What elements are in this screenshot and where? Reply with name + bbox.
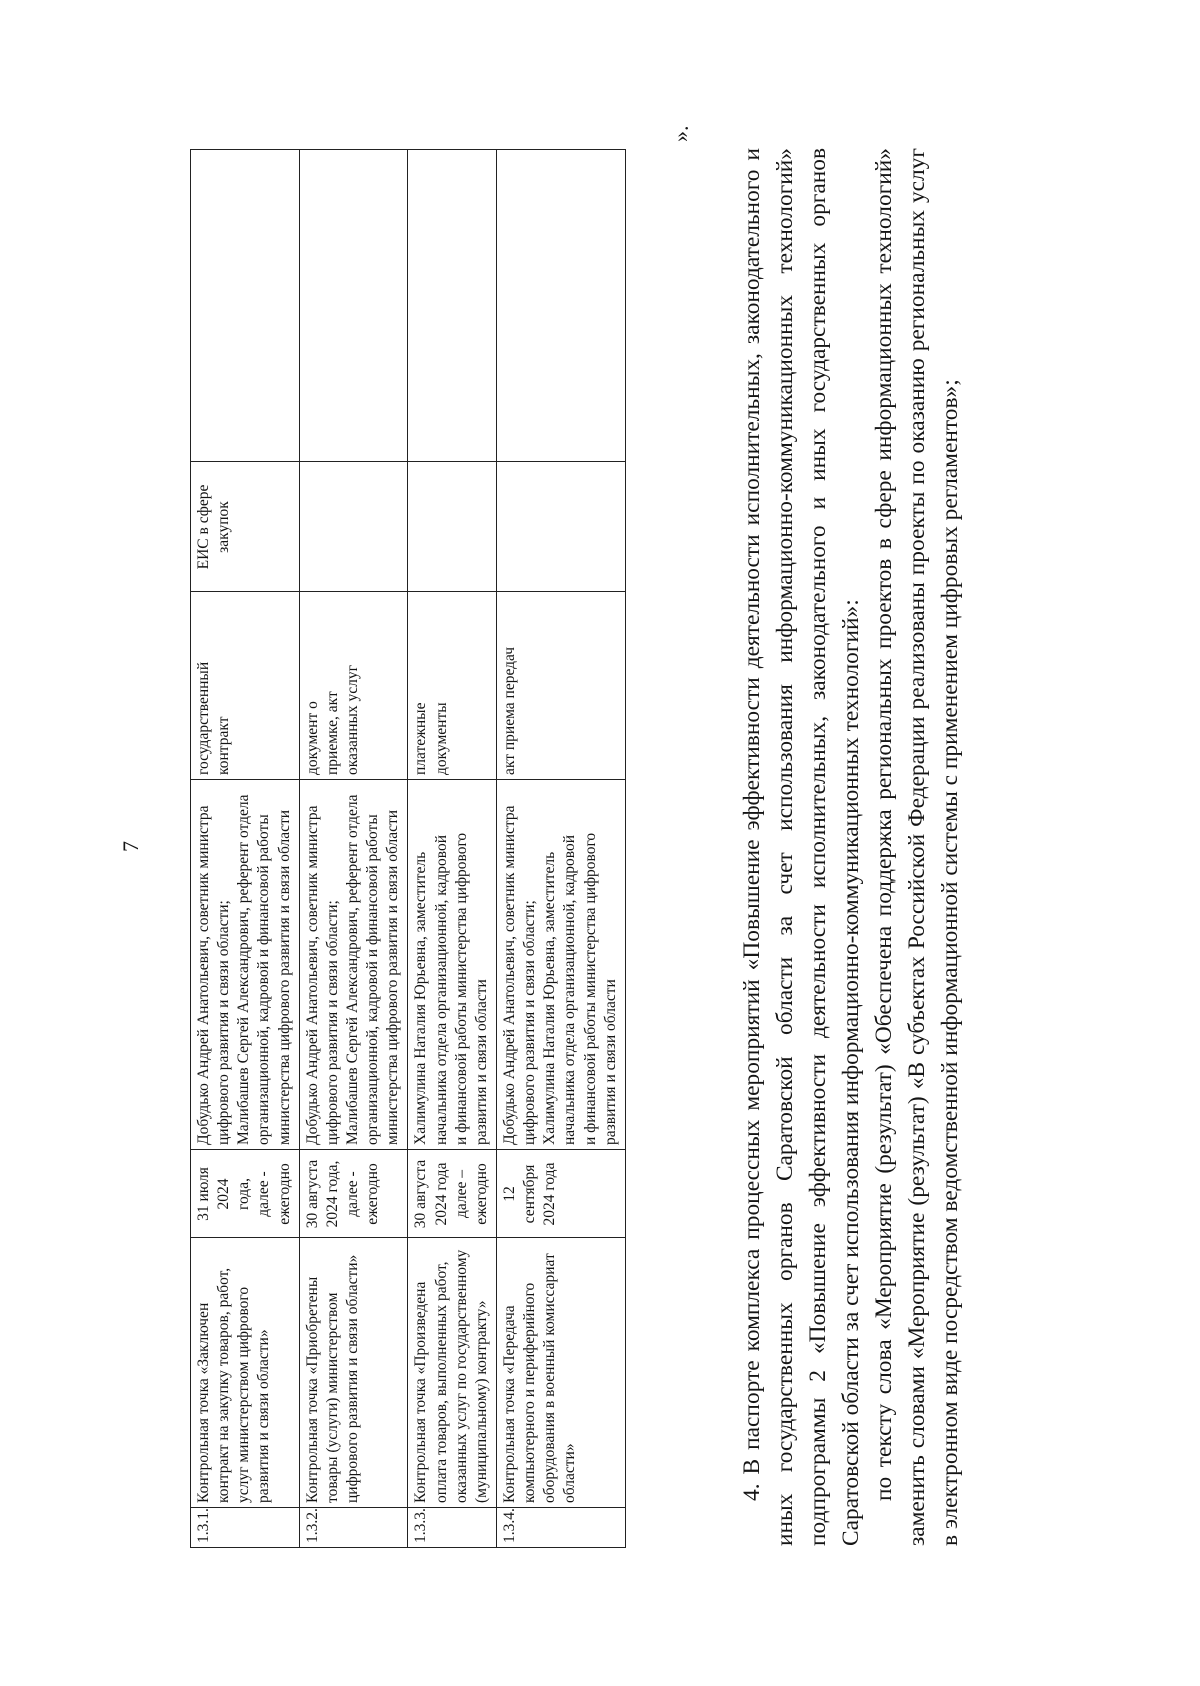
responsible-persons-cell — [191, 780, 300, 1150]
cell-line: 2024 года — [541, 1162, 559, 1226]
cell-line: оборудования в военный комиссариат — [541, 1253, 559, 1503]
cell-line: цифрового развития и связи области» — [343, 1254, 361, 1503]
cell-line: цифрового развития и связи области; — [215, 900, 233, 1145]
cell-line: Добудько Андрей Анатольевич, советник министра — [195, 805, 212, 1145]
cell-line: акт приема передач — [500, 646, 518, 775]
cell-line: 30 августа — [412, 1159, 430, 1229]
responsible-persons-cell — [496, 780, 625, 1150]
responsible-persons-cell — [299, 780, 408, 1150]
deadline-cell — [299, 1150, 408, 1238]
information-system-cell — [408, 462, 497, 592]
paragraph-item-4: 4. В паспорте комплекса процессных мероприятий «Повышение эффективности деятельности исполнительных, законодательного и иных государственных органов Саратовской области за счет использования информационно-коммуникационных технологий» подпрограммы 2 «Повышение эффективности деятельности исполнительных, законодательного и иных государственных органов Саратовской области за счет использования информационно-коммуникационных технологий»: — [739, 148, 864, 1546]
cell-line: контракт — [215, 716, 233, 775]
cell-line: 2024 года — [432, 1162, 450, 1226]
cell-line: 30 августа — [303, 1159, 321, 1229]
cell-line: организационной, кадровой и финансовой работы — [364, 814, 382, 1145]
empty-cell — [299, 150, 408, 462]
cell-line: документ о — [303, 701, 321, 775]
responsible-persons-cell — [408, 780, 497, 1150]
cell-line: Контрольная точка «Приобретены — [303, 1276, 321, 1503]
cell-line: 2024 года, — [323, 1160, 341, 1228]
cell-line: министерства цифрового развития и связи области — [275, 809, 293, 1145]
cell-line: цифрового развития и связи области; — [521, 900, 539, 1145]
table-row — [496, 150, 625, 1548]
control-points-table — [190, 149, 626, 1548]
cell-line: и финансовой работы министерства цифрового — [452, 832, 470, 1145]
cell-line: области» — [561, 1443, 579, 1503]
amendment-text — [736, 148, 967, 1546]
deadline-cell — [191, 1150, 300, 1238]
document-type-cell — [191, 592, 300, 780]
cell-line: Контрольная точка «Произведена — [412, 1281, 430, 1503]
cell-line: Добудько Андрей Анатольевич, советник министра — [500, 805, 518, 1145]
closing-quote: ». — [668, 125, 693, 142]
cell-line: далее - — [255, 1171, 273, 1217]
row-number-cell: 1.3.1. — [191, 1508, 300, 1548]
cell-line: организационной, кадровой и финансовой работы — [255, 814, 273, 1145]
cell-line: документы — [432, 702, 450, 775]
cell-line: Контрольная точка «Передача — [500, 1305, 518, 1503]
cell-line: государственный — [195, 661, 212, 775]
control-point-name-cell — [191, 1238, 300, 1508]
table-row — [299, 150, 408, 1548]
cell-line: платежные — [412, 702, 430, 775]
cell-line: министерства цифрового развития и связи области — [384, 809, 402, 1145]
cell-line: года, — [235, 1178, 253, 1210]
cell-line: закупок — [215, 501, 233, 553]
cell-line: оказанных услуг — [343, 664, 361, 775]
information-system-cell — [299, 462, 408, 592]
table-row — [408, 150, 497, 1548]
cell-line: далее – — [452, 1169, 470, 1219]
control-point-name-cell — [496, 1238, 625, 1508]
information-system-cell — [191, 462, 300, 592]
cell-line: приемке, акт — [323, 691, 341, 775]
control-point-name-cell — [408, 1238, 497, 1508]
information-system-cell — [496, 462, 625, 592]
empty-cell — [496, 150, 625, 462]
cell-line: Халимулина Наталия Юрьевна, заместитель — [541, 851, 559, 1145]
cell-line: ежегодно — [364, 1163, 382, 1225]
row-number-cell: 1.3.3. — [408, 1508, 497, 1548]
deadline-cell — [496, 1150, 625, 1238]
cell-line: Контрольная точка «Заключен — [195, 1302, 212, 1503]
empty-cell — [191, 150, 300, 462]
row-number-cell: 1.3.4. — [496, 1508, 625, 1548]
cell-line: Малибашев Сергей Александрович, референт отдела — [343, 794, 361, 1145]
document-type-cell — [408, 592, 497, 780]
cell-line: начальника отдела организационной, кадровой — [561, 834, 579, 1145]
cell-line: ежегодно — [472, 1163, 490, 1225]
cell-line: 31 июля 2024 — [195, 1167, 233, 1221]
cell-line: ежегодно — [275, 1163, 293, 1225]
paragraph-text-replacement: по тексту слова «Мероприятие (результат) «Обеспечена поддержка региональных проектов в сфере информационных технологий» заменить словами «Мероприятие (результат) «В субъектах Российской Федерации реализованы проекты по оказанию региональных услуг в электронном виде посредством ведомственной информационной системы с применением цифровых регламентов»; — [871, 148, 963, 1546]
cell-line: цифрового развития и связи области; — [323, 900, 341, 1145]
cell-line: Малибашев Сергей Александрович, референт отдела — [235, 794, 253, 1145]
cell-line: и финансовой работы министерства цифрового — [581, 832, 599, 1145]
cell-line: развития и связи области — [472, 979, 490, 1145]
cell-line: услуг министерством цифрового — [235, 1286, 253, 1503]
cell-line: Халимулина Наталия Юрьевна, заместитель — [412, 851, 430, 1145]
empty-cell — [408, 150, 497, 462]
cell-line: товары (услуги) министерством — [323, 1292, 341, 1503]
cell-line: 12 сентября — [500, 1164, 539, 1224]
cell-line: (муниципальному) контракту» — [472, 1300, 490, 1503]
cell-line: контракт на закупку товаров, работ, — [215, 1267, 233, 1503]
cell-line: развития и связи области» — [255, 1329, 273, 1503]
cell-line: оплата товаров, выполненных работ, — [432, 1261, 450, 1503]
document-type-cell — [299, 592, 408, 780]
deadline-cell — [408, 1150, 497, 1238]
cell-line: оказанных услуг по государственному — [452, 1249, 470, 1503]
page-number: 7 — [118, 841, 143, 852]
table-body — [191, 150, 626, 1548]
cell-line: начальника отдела организационной, кадровой — [432, 834, 450, 1145]
row-number-cell: 1.3.2. — [299, 1508, 408, 1548]
cell-line: далее - — [343, 1171, 361, 1217]
cell-line: ЕИС в сфере — [195, 484, 212, 570]
document-type-cell — [496, 592, 625, 780]
cell-line: развития и связи области — [601, 979, 619, 1145]
control-point-name-cell — [299, 1238, 408, 1508]
cell-line: Добудько Андрей Анатольевич, советник министра — [303, 805, 321, 1145]
cell-line: компьютерного и периферийного — [521, 1282, 539, 1503]
table-row — [191, 150, 300, 1548]
